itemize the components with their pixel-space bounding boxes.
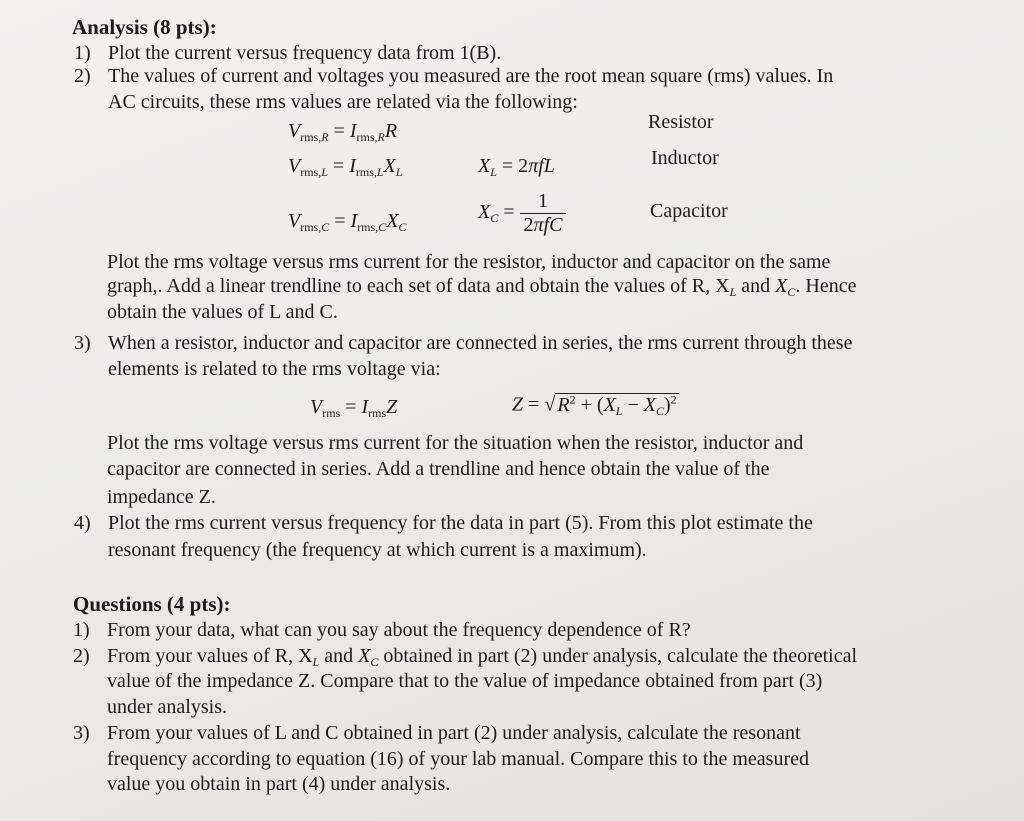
item-number: 2) <box>73 645 90 667</box>
question-1 <box>73 617 691 643</box>
item-text-continued: AC circuits, these rms values are related via the following: <box>108 91 578 113</box>
item-text-continued: elements is related to the rms voltage via: <box>108 358 441 380</box>
item-text: From your data, what can you say about the frequency dependence of R? <box>107 619 691 641</box>
plot2-line-3: obtain the values of L and C. <box>107 301 338 323</box>
plot2-line-1: Plot the rms voltage versus rms current for the resistor, inductor and capacitor on the same <box>107 251 831 273</box>
item-text: When a resistor, inductor and capacitor are connected in series, the rms current through these <box>108 332 853 354</box>
item-number: 3) <box>74 332 91 354</box>
question-2: 2) From your values of R, $X_L$ and $X_C$ obtained in part (2) under analysis, calculate the theoretical <box>73 645 858 669</box>
equation-impedance: Z = √ $R^2 + (X_L - X_C)^2$ <box>512 392 677 418</box>
plot2-line-2: graph,. Add a linear trendline to each set of data and obtain the values of R, $X_L$ and $X_C$. Hence <box>107 275 857 299</box>
plot3-line-2: capacitor are connected in series. Add a trendline and hence obtain the value of the <box>107 458 770 480</box>
item-text-continued: value you obtain in part (4) under analysis. <box>107 773 451 795</box>
analysis-item-3 <box>74 330 852 356</box>
label-capacitor: Capacitor <box>650 200 728 222</box>
equation-inductor: $V_{rms,L} = I_{rms,L}X_L$ <box>288 155 403 179</box>
plot2-line-2-text: graph,. Add a linear trendline to each set of data and obtain the values of R, X <box>107 275 730 297</box>
plot3-line-1: Plot the rms voltage versus rms current for the situation when the resistor, inductor and <box>107 432 804 454</box>
item-text-continued: resonant frequency (the frequency at which current is a maximum). <box>108 539 647 561</box>
item-text: Plot the rms current versus frequency for the data in part (5). From this plot estimate the <box>108 512 813 534</box>
item-number: 2) <box>74 65 91 87</box>
item-text-continued: under analysis. <box>107 696 227 718</box>
item-number: 1) <box>74 42 91 64</box>
item-text: Plot the current versus frequency data from 1(B). <box>108 42 502 64</box>
item-number: 1) <box>73 619 90 641</box>
plot3-line-3: impedance Z. <box>107 486 216 508</box>
analysis-item-2 <box>74 63 833 89</box>
questions-heading: Questions (4 pts): <box>73 592 231 616</box>
item-text-continued: value of the impedance Z. Compare that to the value of impedance obtained from part (3) <box>107 670 823 692</box>
item-number: 4) <box>74 512 91 534</box>
analysis-item-4 <box>74 510 813 536</box>
item-text: The values of current and voltages you measured are the root mean square (rms) values. In <box>108 65 834 87</box>
equation-inductive-reactance: $X_L = 2\pi fL$ <box>478 155 555 179</box>
label-resistor: Resistor <box>648 111 714 133</box>
equation-capacitive-reactance: $X_C$ = $\frac{1}{\text{2πfC}}$ <box>478 190 566 237</box>
equation-series-voltage: $V_{rms} = I_{rms}Z$ <box>310 396 398 420</box>
equation-resistor: $V_{rms,R} = I_{rms,R}R$ <box>288 120 398 144</box>
analysis-heading: Analysis (8 pts): <box>72 15 217 39</box>
item-number: 3) <box>73 722 90 744</box>
question-3 <box>73 720 801 746</box>
item-text: From your values of L and C obtained in part (2) under analysis, calculate the resonant <box>107 722 801 744</box>
item-text-continued: frequency according to equation (16) of your lab manual. Compare this to the measured <box>107 748 809 770</box>
item-text: From your values of R, X <box>107 645 313 667</box>
equation-capacitor: $V_{rms,C} = I_{rms,C}X_C$ <box>288 210 407 234</box>
label-inductor: Inductor <box>651 147 719 169</box>
